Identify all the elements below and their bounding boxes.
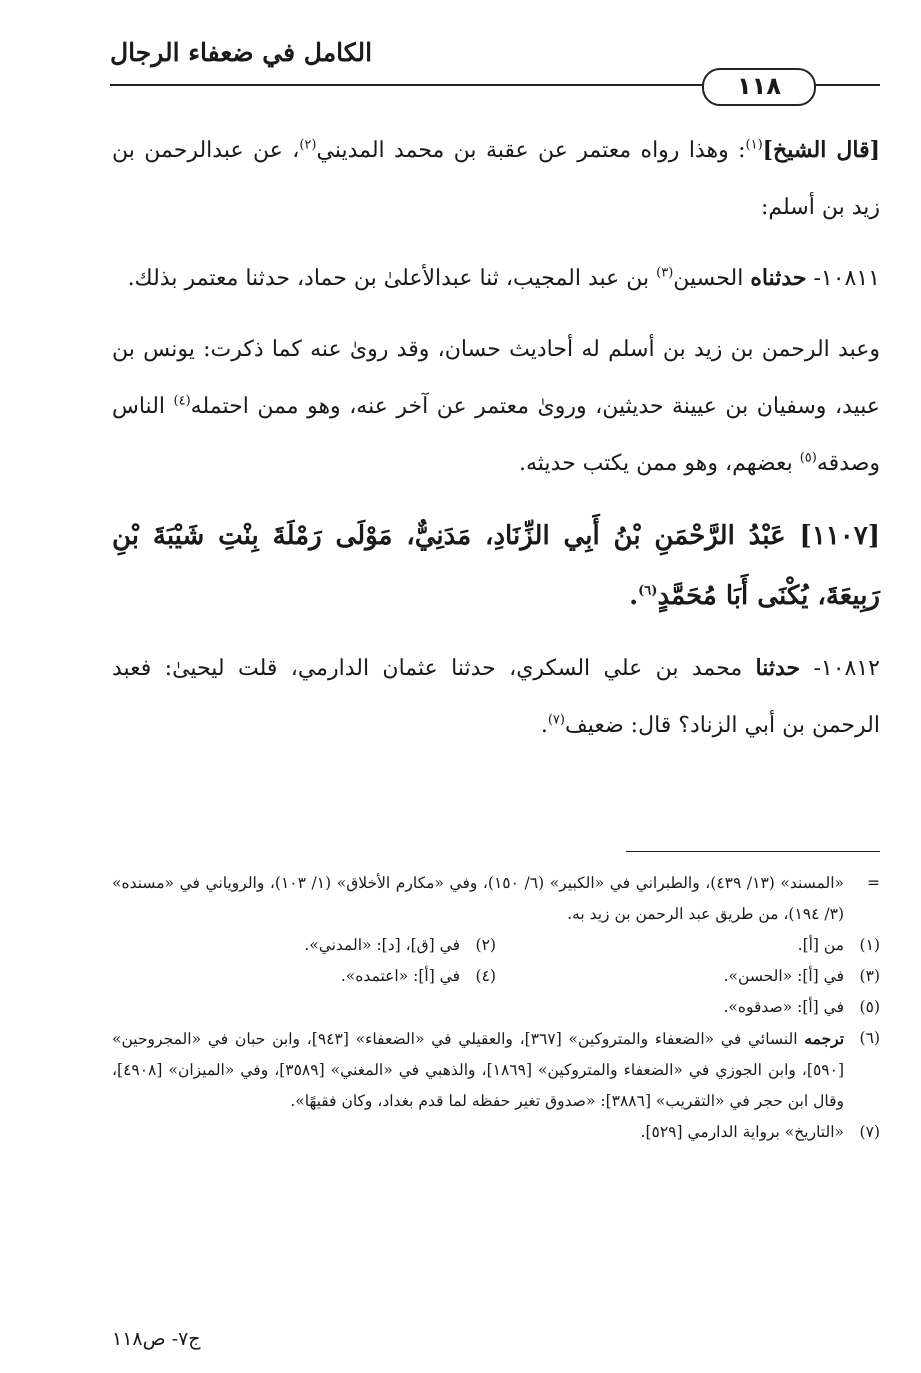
volume-page-reference: ج٧- ص١١٨ [112,1328,201,1350]
footnote-text: «التاريخ» برواية الدارمي [٥٢٩]. [640,1123,844,1141]
footnote-number: (٣) [859,967,880,985]
footnote-text: في [أ]: «صدقوه». [723,998,844,1016]
hadith-number: ١٠٨١١- [806,266,880,291]
paragraph-text: الحسين [673,266,751,291]
footnote-text: «المسند» (١٣/ ٤٣٩)، والطبراني في «الكبير» (٦/ ١٥٠)، وفي «مكارم الأخلاق» (١/ ١٠٣)، والروياني في «مسنده» (٣/ ١٩٤)، من طريق عبد الرحمن بن زيد به. [112,874,845,923]
footnote-6 [112,1023,880,1117]
hadith-10811 [112,250,880,307]
main-text [112,122,880,768]
footnote-number: (٢) [475,936,496,954]
footnote-text: في [أ]: «اعتمده». [340,967,460,985]
footnote-row [112,930,880,961]
footnote-separator [626,851,880,852]
footnotes [112,868,880,1148]
biography-title: [١١٠٧] عَبْدُ الرَّحْمَنِ بْنُ أَبِي الزِّنَادِ، مَدَنِيٌّ، مَوْلَى رَمْلَةَ بِنْتِ شَيْبَةَ بْنِ رَبِيعَةَ، يُكْنَى أَبَا مُحَمَّدٍ [112,521,881,611]
footnote-ref: (٣) [656,265,674,281]
footnote-3 [496,961,880,992]
footnote-ref: (٧) [547,712,565,728]
haddathana-label: حدثناه [750,265,807,291]
footnote-number: (٤) [475,967,496,985]
paragraph-text: محمد بن علي السكري، حدثنا عثمان الدارمي، قلت ليحيىٰ: فعبد الرحمن بن أبي الزناد؟ قال: ضعيف [112,656,880,738]
paragraph-commentary [112,321,880,492]
footnote-5 [112,992,880,1023]
footnote-text: في [ق]، [د]: «المدني». [304,936,460,954]
hadith-10812 [112,640,880,754]
paragraph-end: . [540,713,548,738]
footnote-1 [496,930,880,961]
paragraph-text: ، عن عبدالرحمن بن زيد بن أسلم: [112,138,880,220]
biography-end: . [629,581,639,611]
haddathana-label: حدثنا [755,655,801,681]
paragraph-text: الناس وصدقه [112,394,880,476]
footnote-body [112,1023,844,1117]
footnote-4 [112,961,496,992]
paragraph-text: بعضهم، وهو ممن يكتب حديثه. [518,451,800,476]
footnote-number: (٦) [859,1029,880,1047]
footnote-row [112,961,880,992]
page-number-badge: ١١٨ [702,68,816,106]
footnote-ref: (٤) [173,393,191,409]
paragraph-shaykh [112,122,880,236]
running-header-title: الكامل في ضعفاء الرجال [110,38,373,67]
footnote-text: النسائي في «الضعفاء والمتروكين» [٣٦٧]، والعقيلي في «الضعفاء» [٩٤٣]، وابن حبان في «المجروحين» [٥٩٠]، وابن الجوزي في «الضعفاء والمتروكين» [١٨٦٩]، والذهبي في «المغني» [٣٥٨٩]، وفي «الميزان» [٤٩٠٨]، وقال ابن حجر في «التقريب» [٣٨٨٦]: «صدوق تغير حفظه لما قدم بغداد، وكان فقيهًا». [112,1030,844,1110]
paragraph-text: وعبد الرحمن بن زيد بن أسلم له أحاديث حسان، وقد رویٰ عنه كما ذكرت: يونس بن عبيد، وسفيان بن عيينة حديثين، ورویٰ معتمر عن آخر عنه، وهو ممن احتمله [112,337,880,419]
footnote-text: في [أ]: «الحسن». [723,967,844,985]
footnote-text: من [أ]. [797,936,844,954]
footnote-ref: (٢) [299,137,317,153]
footnote-ref: (٥) [799,450,817,466]
footnote-7 [112,1117,880,1148]
paragraph-text: بن عبد المجيب، ثنا عبدالأعلىٰ بن حماد، حدثنا معتمر بذلك. [127,266,657,291]
footnote-mark: = [867,874,880,892]
footnote-number: (٧) [859,1123,880,1141]
footnote-2 [112,930,496,961]
hadith-number: ١٠٨١٢- [800,656,880,681]
shaykh-label: [قال الشيخ] [762,137,880,163]
footnote-number: (١) [859,936,880,954]
paragraph-text: : وهذا رواه معتمر عن عقبة بن محمد المديني [316,138,746,163]
footnote-ref: (٦) [638,583,658,599]
biography-heading [112,506,880,626]
footnote-label: ترجمه [804,1029,845,1048]
footnote-number: (٥) [859,998,880,1016]
footnote-ref: (١) [745,137,763,153]
footnote-continuation [112,868,880,930]
